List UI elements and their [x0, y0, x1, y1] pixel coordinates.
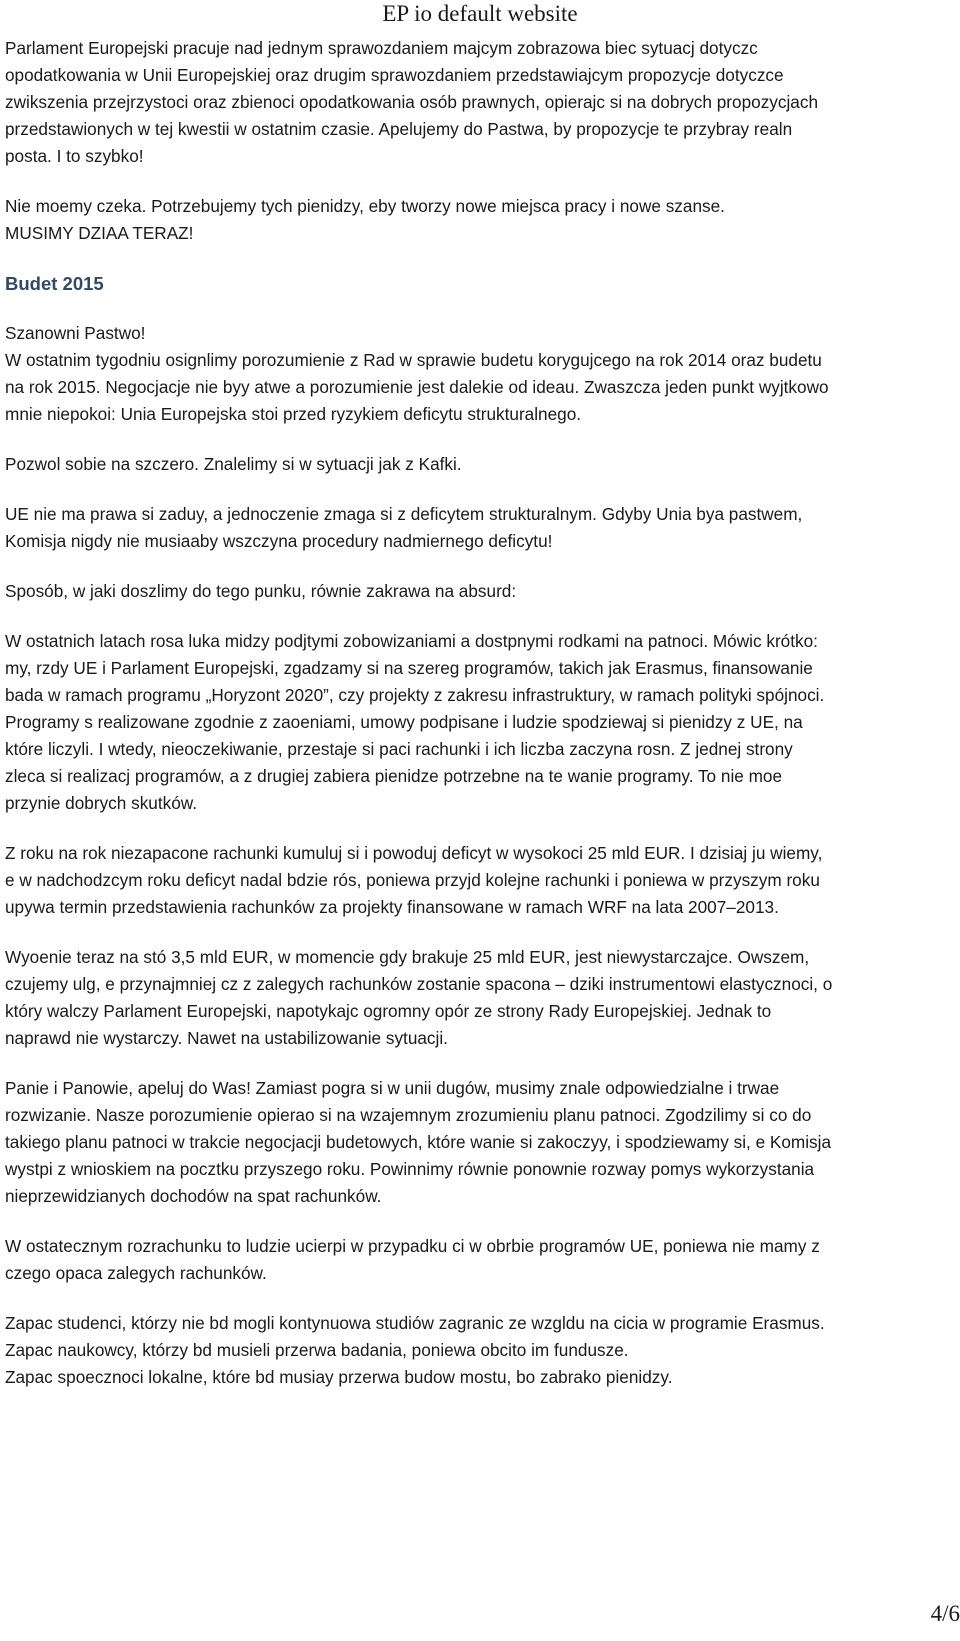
page-header-title: EP io default website	[382, 1, 578, 26]
list-item-communities: Zapac spoecznoci lokalne, które bd musiay przerwa budow mostu, bo zabrako pienidzy.	[5, 1367, 673, 1387]
paragraph-insufficient-funds: Wyoenie teraz na stó 3,5 mld EUR, w momencie gdy brakuje 25 mld EUR, jest niewystarczajce. Owszem, czujemy ulg, e przynajmniej cz z zalegych rachunków zostanie spacona – dziki instrumentowi elastycznoci, o który walczy Parlament Europejski, napotykajc ogromny opór ze strony Rady Europejskiej. Jednak to naprawd nie wystarczy. Nawet na ustabilizowanie sytuacji.	[5, 947, 833, 1048]
paragraph-taxation: Parlament Europejski pracuje nad jednym sprawozdaniem majcym zobrazowa biec sytuacj dotyczc opodatkowania w Unii Europejskiej oraz drugim sprawozdaniem przedstawiajcym propozycje dotyczce zwikszenia przejrzystoci oraz zbienoci opodatkowania osób prawnych, opierajc si na dobrych propozycjach przedstawionych w tej kwestii w ostatnim czasie. Apelujemy do Pastwa, by propozycje te przybray realn posta. I to szybko!	[5, 38, 818, 166]
paragraph-unpaid-bills: Z roku na rok niezapacone rachunki kumuluj si i powoduj deficyt w wysokoci 25 mld EUR. I dzisiaj ju wiemy, e w nadchodzcym roku deficyt nadal bdzie rós, poniewa przyjd kolejne rachunki i poniewa w przyszym roku upywa termin przedstawienia rachunków za projekty finansowane w ramach WRF na lata 2007–2013.	[5, 843, 823, 917]
list-item-researchers: Zapac naukowcy, którzy bd musieli przerwa badania, poniewa obcito im fundusze.	[5, 1340, 629, 1360]
section-heading-budget: Budet 2015	[5, 273, 104, 294]
paragraph-call-line: Nie moemy czeka. Potrzebujemy tych pienidzy, eby tworzy nowe miejsca pracy i nowe szanse.	[5, 196, 725, 216]
article-body	[5, 35, 835, 1391]
paragraph-payments-gap: W ostatnich latach rosa luka midzy podjtymi zobowizaniami a dostpnymi rodkami na patnoci. Mówic krótko: my, rzdy UE i Parlament Europejski, zgadzamy si na szereg programów, takich jak Erasmus, finansowanie bada w ramach programu „Horyzont 2020”, czy projekty z zakresu infrastruktury, w ramach polityki spójnoci. Programy s realizowane zgodnie z zaoeniami, umowy podpisane i ludzie spodziewaj si pienidzy z UE, na które liczyli. I wtedy, nieoczekiwanie, przestaje si paci rachunki i ich liczba zaczyna rosn. Z jednej strony zleca si realizacj programów, a z drugiej zabiera pienidze potrzebne na te wanie programy. To nie moe przynie dobrych skutków.	[5, 631, 825, 813]
paragraph-absurd: Sposób, w jaki doszlimy do tego punku, równie zakrawa na absurd:	[5, 581, 517, 601]
paragraph-budget-intro	[5, 320, 835, 428]
paragraph-appeal: Panie i Panowie, apeluj do Was! Zamiast pogra si w unii dugów, musimy znale odpowiedzialne i trwae rozwizanie. Nasze porozumienie opierao si na wzajemnym zrozumieniu planu patnoci. Zgodzilimy si co do takiego planu patnoci w trakcie negocjacji budetowych, które wanie si zakoczyy, i spodziewamy si, e Komisja wystpi z wnioskiem na pocztku przyszego roku. Powinnimy równie ponownie rozway pomys wykorzystania nieprzewidzianych dochodów na spat rachunków.	[5, 1078, 832, 1206]
greeting: Szanowni Pastwo!	[5, 323, 146, 343]
paragraph-structural-deficit: UE nie ma prawa si zaduy, a jednoczenie zmaga si z deficytem strukturalnym. Gdyby Unia bya pastwem, Komisja nigdy nie musiaaby wszczyna procedury nadmiernego deficytu!	[5, 504, 803, 551]
paragraph-kafka: Pozwol sobie na szczero. Znalelimy si w sytuacji jak z Kafki.	[5, 454, 462, 474]
paragraph-call-slogan: MUSIMY DZIAA TERAZ!	[5, 223, 194, 243]
paragraph-budget-agreement: W ostatnim tygodniu osignlimy porozumienie z Rad w sprawie budetu korygujcego na rok 2014 oraz budetu na rok 2015. Negocjacje nie byy atwe a porozumienie jest dalekie od ideau. Zwaszcza jeden punkt wyjtkowo mnie niepokoi: Unia Europejska stoi przed ryzykiem deficytu strukturalnego.	[5, 350, 829, 424]
page-number: 4/6	[930, 1601, 960, 1626]
paragraph-consequences: W ostatecznym rozrachunku to ludzie ucierpi w przypadku ci w obrbie programów UE, poniewa nie mamy z czego opaca zalegych rachunków.	[5, 1236, 820, 1283]
paragraph-call-to-action	[5, 193, 835, 247]
list-item-students: Zapac studenci, którzy nie bd mogli kontynuowa studiów zagranic ze wzgldu na cicia w programie Erasmus.	[5, 1313, 825, 1333]
